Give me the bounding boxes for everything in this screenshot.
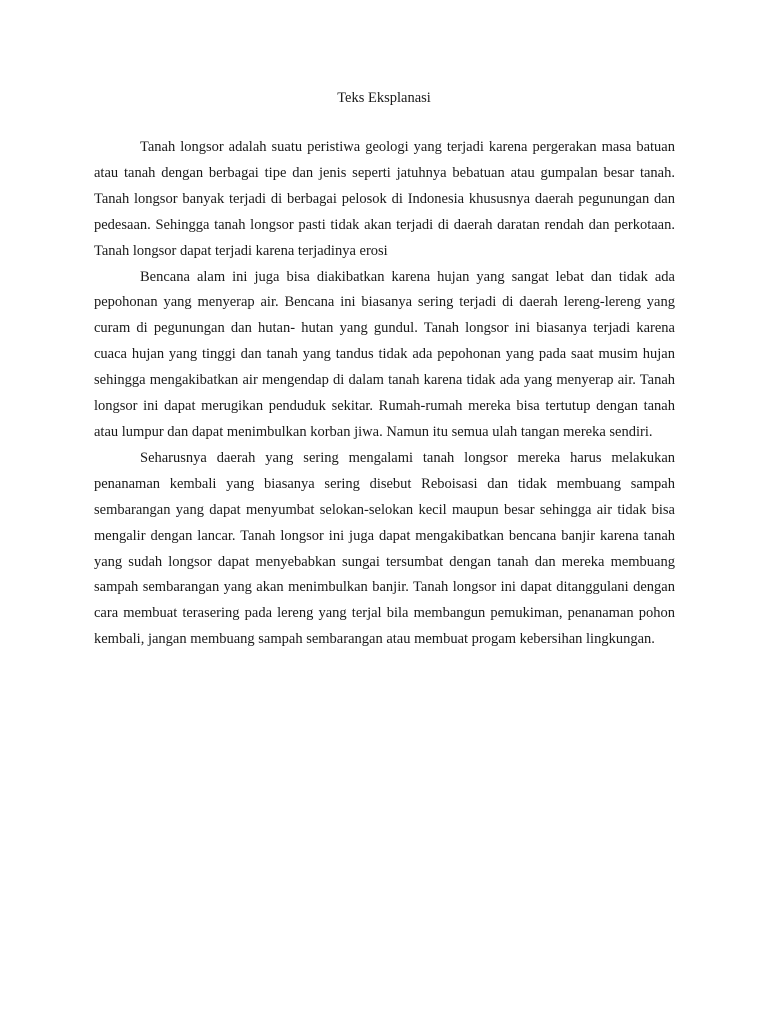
document-body [94, 135, 675, 653]
document-title: Teks Eksplanasi [337, 90, 431, 106]
paragraph-2: Bencana alam ini juga bisa diakibatkan karena hujan yang sangat lebat dan tidak ada pepohonan yang menyerap air. Bencana ini biasanya sering terjadi di daerah lereng-lereng yang curam di pegunungan dan hutan- hutan yang gundul. Tanah longsor ini biasanya terjadi karena cuaca hujan yang tinggi dan tanah yang tandus tidak ada pepohonan yang pada saat musim hujan sehingga mengakibatkan air mengendap di dalam tanah karena tidak ada yang menyerap air. Tanah longsor ini dapat merugikan penduduk sekitar. Rumah-rumah mereka bisa tertutup dengan tanah atau lumpur dan dapat menimbulkan korban jiwa. Namun itu semua ulah tangan mereka sendiri. [94, 268, 675, 440]
paragraph-1: Tanah longsor adalah suatu peristiwa geologi yang terjadi karena pergerakan masa batuan atau tanah dengan berbagai tipe dan jenis seperti jatuhnya bebatuan atau gumpalan besar tanah. Tanah longsor banyak terjadi di berbagai pelosok di Indonesia khususnya daerah pegunungan dan pedesaan. Sehingga tanah longsor pasti tidak akan terjadi di daerah daratan rendah dan perkotaan. Tanah longsor dapat terjadi karena terjadinya erosi [94, 139, 675, 259]
paragraph-3: Seharusnya daerah yang sering mengalami tanah longsor mereka harus melakukan penanaman kembali yang biasanya sering disebut Reboisasi dan tidak membuang sampah sembarangan yang dapat menyumbat selokan-selokan kecil maupun besar sehingga air tidak bisa mengalir dengan lancar. Tanah longsor ini juga dapat mengakibatkan bencana banjir karena tanah yang sudah longsor dapat menyebabkan sungai tersumbat dengan tanah dan mereka membuang sampah sembarangan yang akan menimbulkan banjir. Tanah longsor ini dapat ditanggulani dengan cara membuat terasering pada lereng yang terjal bila membangun pemukiman, penanaman pohon kembali, jangan membuang sampah sembarangan atau membuat progam kebersihan lingkungan. [94, 449, 675, 648]
